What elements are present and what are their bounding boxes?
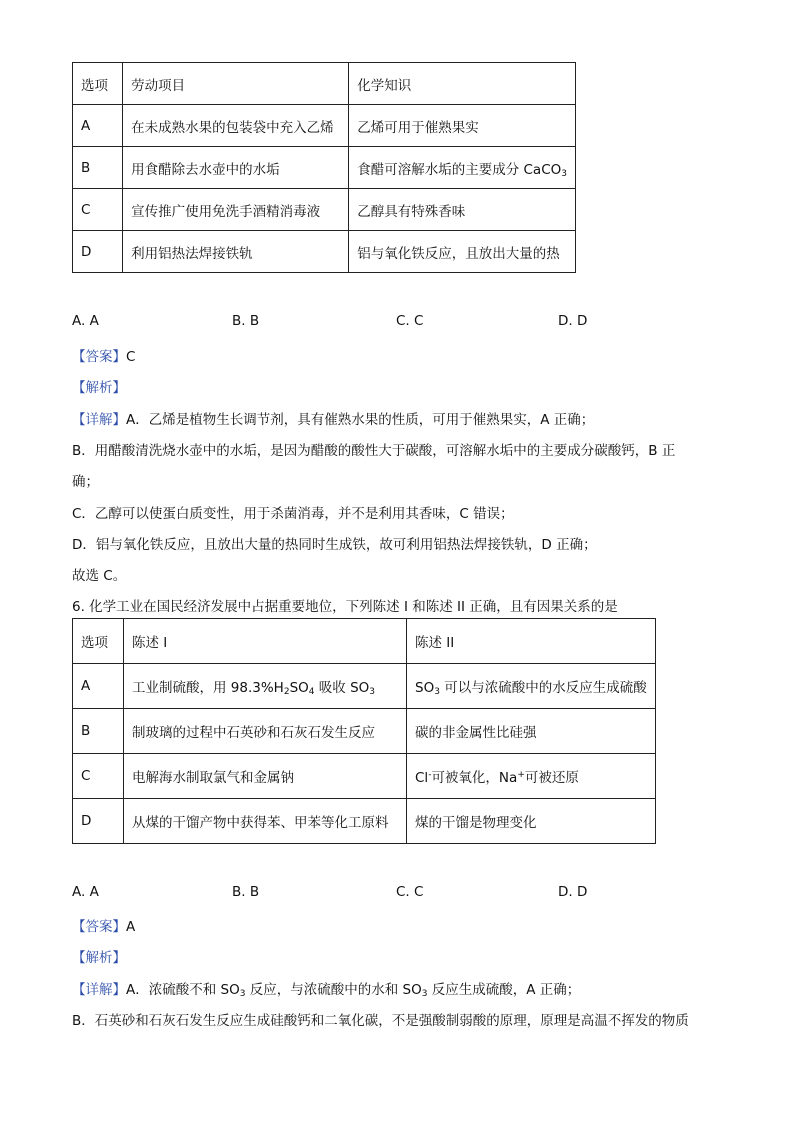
text-part: 可被氧化，Na xyxy=(431,770,518,786)
q5-row-b-task: 用食醋除去水壶中的水垢 xyxy=(123,147,349,189)
q5-row-b-option: B xyxy=(73,147,123,189)
subscript: 3 xyxy=(239,989,246,999)
q5-row-d-task: 利用铝热法焊接铁轨 xyxy=(123,231,349,273)
answer-value: C xyxy=(126,349,136,365)
text-part: SO xyxy=(415,680,435,696)
superscript: + xyxy=(517,770,525,780)
q6-option-a: A. A xyxy=(72,884,99,900)
q6-row-d-option: D xyxy=(73,799,124,844)
subscript: 3 xyxy=(434,687,440,697)
q6-row-a-statement-2 xyxy=(407,664,656,709)
text-part: 工业制硫酸，用 98.3%H xyxy=(132,680,284,696)
q6-row-b-statement-2: 碳的非金属性比硅强 xyxy=(407,709,656,754)
q5-row-d-knowledge: 铝与氧化铁反应，且放出大量的热 xyxy=(349,231,576,273)
q5-row-c-task: 宣传推广使用免洗手酒精消毒液 xyxy=(123,189,349,231)
table-row xyxy=(73,189,576,231)
subscript: 2 xyxy=(283,687,290,697)
q6-header-statement-1: 陈述 I xyxy=(124,619,407,664)
q5-option-d: D. D xyxy=(558,313,588,329)
q6-header-statement-2: 陈述 II xyxy=(407,619,656,664)
q5-option-b: B. B xyxy=(232,313,260,329)
q5-row-d-option: D xyxy=(73,231,123,273)
text-part: Cl xyxy=(415,770,429,786)
q5-detail-line-2: B．用醋酸清洗烧水壶中的水垢，是因为醋酸的酸性大于碳酸，可溶解水垢中的主要成分碳酸钙，B 正 xyxy=(72,443,676,459)
table-row xyxy=(73,754,656,799)
q6-detail-line-1 xyxy=(72,978,580,998)
q6-detail-line-2: B．石英砂和石灰石发生反应生成硅酸钙和二氧化碳，不是强酸制弱酸的原理，原理是高温不挥发的物质 xyxy=(72,1013,689,1029)
detail-tag: 【详解】 xyxy=(72,412,126,428)
q5-row-c-option: C xyxy=(73,189,123,231)
text-part: 可以与浓硫酸中的水反应生成硫酸 xyxy=(439,680,647,696)
q6-option-c: C. C xyxy=(396,884,424,900)
q5-row-c-knowledge: 乙醇具有特殊香味 xyxy=(349,189,576,231)
detail-tag: 【详解】 xyxy=(72,982,126,998)
q6-row-a-statement-1 xyxy=(124,664,407,709)
q6-stem: 6. 化学工业在国民经济发展中占据重要地位，下列陈述 I 和陈述 II 正确，且有因果关系的是 xyxy=(72,599,618,615)
subscript: 3 xyxy=(421,989,428,999)
answer-value: A xyxy=(126,919,136,935)
q6-row-c-option: C xyxy=(73,754,124,799)
q5-header-knowledge: 化学知识 xyxy=(349,63,576,105)
table-row xyxy=(73,799,656,844)
q5-detail-line-6: 故选 C。 xyxy=(72,568,127,584)
q5-row-a-option: A xyxy=(73,105,123,147)
q5-option-c: C. C xyxy=(396,313,424,329)
q6-header-option: 选项 xyxy=(73,619,124,664)
q6-option-d: D. D xyxy=(558,884,588,900)
q5-analysis-tag: 【解析】 xyxy=(72,380,126,396)
text-part: SO xyxy=(289,680,309,696)
q6-row-a-option: A xyxy=(73,664,124,709)
q6-row-d-statement-1: 从煤的干馏产物中获得苯、甲苯等化工原料 xyxy=(124,799,407,844)
q6-row-d-statement-2: 煤的干馏是物理变化 xyxy=(407,799,656,844)
q6-options xyxy=(72,884,632,904)
q5-header-option: 选项 xyxy=(73,63,123,105)
answer-tag: 【答案】 xyxy=(72,349,126,365)
q6-row-c-statement-2 xyxy=(407,754,656,799)
q5-detail-line-3: 确； xyxy=(72,474,99,490)
subscript: 3 xyxy=(561,168,567,179)
subscript: 4 xyxy=(308,687,315,697)
q6-table xyxy=(72,618,656,844)
q6-row-c-statement-1: 电解海水制取氯气和金属钠 xyxy=(124,754,407,799)
q5-answer xyxy=(72,345,135,365)
text-part: 反应，与浓硫酸中的水和 SO xyxy=(245,982,422,998)
table-row xyxy=(73,105,576,147)
subscript: 3 xyxy=(369,687,376,697)
q6-answer xyxy=(72,915,135,935)
q5-row-a-knowledge: 乙烯可用于催熟果实 xyxy=(349,105,576,147)
q5-table xyxy=(72,62,576,273)
table-row xyxy=(73,664,656,709)
text-part: A．浓硫酸不和 SO xyxy=(126,982,240,998)
q5-detail-line-1 xyxy=(72,408,594,428)
text-part: 吸收 SO xyxy=(314,680,370,696)
answer-tag: 【答案】 xyxy=(72,919,126,935)
q5-row-a-task: 在未成熟水果的包装袋中充入乙烯 xyxy=(123,105,349,147)
q5-options xyxy=(72,313,632,333)
q5-header-task: 劳动项目 xyxy=(123,63,349,105)
table-row xyxy=(73,709,656,754)
q6-row-b-option: B xyxy=(73,709,124,754)
text-part: 反应生成硫酸，A 正确； xyxy=(427,982,581,998)
q6-analysis-tag: 【解析】 xyxy=(72,950,126,966)
q5-detail-line-5: D．铝与氧化铁反应，且放出大量的热同时生成铁，故可利用铝热法焊接铁轨，D 正确； xyxy=(72,537,597,553)
q6-row-b-statement-1: 制玻璃的过程中石英砂和石灰石发生反应 xyxy=(124,709,407,754)
q5-row-b-knowledge-text: 食醋可溶解水垢的主要成分 CaCO xyxy=(357,161,562,178)
q6-option-b: B. B xyxy=(232,884,260,900)
superscript: - xyxy=(428,770,432,780)
q5-detail-line-4: C．乙醇可以使蛋白质变性，用于杀菌消毒，并不是利用其香味，C 错误； xyxy=(72,506,514,522)
q5-option-a: A. A xyxy=(72,313,99,329)
q5-row-b-knowledge xyxy=(349,147,576,189)
table-row xyxy=(73,147,576,189)
q5-detail-text-1: A．乙烯是植物生长调节剂，具有催熟水果的性质，可用于催熟果实，A 正确； xyxy=(126,412,595,428)
table-row xyxy=(73,231,576,273)
text-part: 可被还原 xyxy=(524,770,579,786)
